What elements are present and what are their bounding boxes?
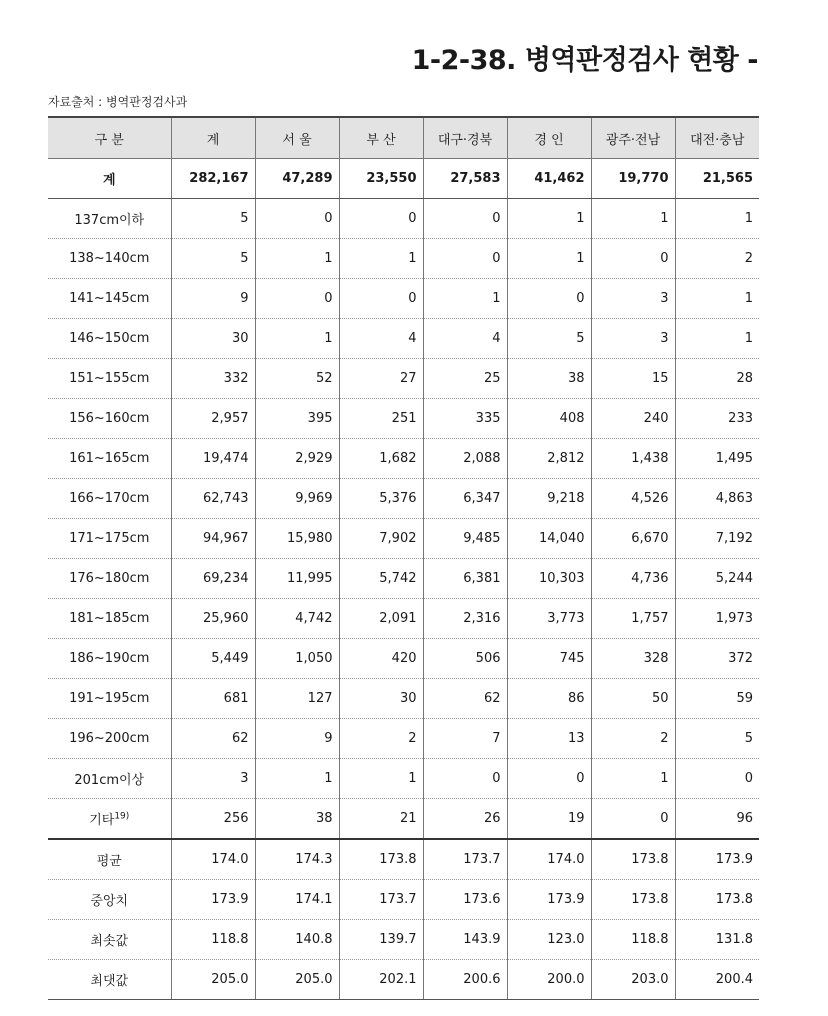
table-cell: 2,091	[339, 599, 423, 639]
table-cell: 19	[507, 799, 591, 840]
table-cell: 202.1	[339, 960, 423, 1000]
table-cell: 1	[255, 239, 339, 279]
column-header: 경 인	[507, 117, 591, 159]
row-label	[48, 479, 171, 519]
table-cell: 395	[255, 399, 339, 439]
row-label	[48, 439, 171, 479]
row-label-text: 141~145cm	[69, 291, 150, 306]
table-cell: 0	[423, 759, 507, 799]
table-cell: 69,234	[171, 559, 255, 599]
table-cell: 3	[171, 759, 255, 799]
table-row	[48, 599, 759, 639]
row-label	[48, 279, 171, 319]
column-header: 부 산	[339, 117, 423, 159]
row-label	[48, 799, 171, 840]
table-cell: 4	[339, 319, 423, 359]
table-cell: 2	[339, 719, 423, 759]
row-label	[48, 399, 171, 439]
table-row	[48, 439, 759, 479]
table-row	[48, 239, 759, 279]
table-cell: 9,485	[423, 519, 507, 559]
table-cell: 38	[507, 359, 591, 399]
table-cell: 0	[255, 199, 339, 239]
table-cell: 4,526	[591, 479, 675, 519]
column-header: 서 울	[255, 117, 339, 159]
table-cell: 1	[507, 199, 591, 239]
total-row	[48, 159, 759, 199]
table-cell: 328	[591, 639, 675, 679]
table-cell: 25	[423, 359, 507, 399]
table-cell: 200.4	[675, 960, 759, 1000]
table-cell: 282,167	[171, 159, 255, 199]
page-title: 1-2-38. 병역판정검사 현황 -	[411, 45, 758, 76]
row-label-text: 161~165cm	[69, 451, 150, 466]
table-cell: 9,969	[255, 479, 339, 519]
table-cell: 173.6	[423, 880, 507, 920]
table-cell: 1,757	[591, 599, 675, 639]
table-cell: 6,381	[423, 559, 507, 599]
table-cell: 50	[591, 679, 675, 719]
table-cell: 94,967	[171, 519, 255, 559]
source-note: 자료출처 : 병역판정검사과	[48, 95, 188, 109]
table-cell: 2,088	[423, 439, 507, 479]
row-label-text: 201cm이상	[74, 773, 145, 788]
row-label	[48, 839, 171, 880]
table-row	[48, 639, 759, 679]
table-cell: 131.8	[675, 920, 759, 960]
row-label	[48, 960, 171, 1000]
table-cell: 2	[591, 719, 675, 759]
table-cell: 62	[423, 679, 507, 719]
table-cell: 0	[255, 279, 339, 319]
table-cell: 59	[675, 679, 759, 719]
table-cell: 1	[339, 759, 423, 799]
table-cell: 47,289	[255, 159, 339, 199]
table-cell: 62,743	[171, 479, 255, 519]
table-cell: 127	[255, 679, 339, 719]
row-label	[48, 359, 171, 399]
table-cell: 4,736	[591, 559, 675, 599]
row-label-text: 중앙치	[90, 894, 129, 909]
table-cell: 5,742	[339, 559, 423, 599]
table-cell: 420	[339, 639, 423, 679]
table-cell: 19,770	[591, 159, 675, 199]
table-cell: 4,742	[255, 599, 339, 639]
table-cell: 240	[591, 399, 675, 439]
table-row	[48, 399, 759, 439]
table-cell: 251	[339, 399, 423, 439]
row-label-text: 171~175cm	[69, 531, 150, 546]
row-label-text: 최댓값	[90, 974, 129, 989]
table-cell: 2,929	[255, 439, 339, 479]
table-cell: 5,449	[171, 639, 255, 679]
table-cell: 4	[423, 319, 507, 359]
table-cell: 0	[423, 239, 507, 279]
table-cell: 1	[339, 239, 423, 279]
row-label	[48, 319, 171, 359]
table-cell: 0	[591, 239, 675, 279]
row-label	[48, 719, 171, 759]
row-label	[48, 759, 171, 799]
table-cell: 11,995	[255, 559, 339, 599]
table-cell: 62	[171, 719, 255, 759]
table-cell: 2,812	[507, 439, 591, 479]
row-label-text: 156~160cm	[69, 411, 150, 426]
table-cell: 205.0	[255, 960, 339, 1000]
row-label-text: 191~195cm	[69, 691, 150, 706]
table-cell: 25,960	[171, 599, 255, 639]
table-cell: 9	[255, 719, 339, 759]
table-cell: 96	[675, 799, 759, 840]
row-label	[48, 599, 171, 639]
table-cell: 21	[339, 799, 423, 840]
table-cell: 0	[339, 199, 423, 239]
table-cell: 173.8	[339, 839, 423, 880]
table-cell: 173.9	[171, 880, 255, 920]
table-cell: 9	[171, 279, 255, 319]
table-header-row	[48, 117, 759, 159]
table-cell: 118.8	[171, 920, 255, 960]
table-cell: 200.0	[507, 960, 591, 1000]
row-label-text: 196~200cm	[69, 731, 150, 746]
table-cell: 1	[255, 319, 339, 359]
table-cell: 7,902	[339, 519, 423, 559]
table-cell: 21,565	[675, 159, 759, 199]
table-cell: 1	[675, 279, 759, 319]
stat-row	[48, 920, 759, 960]
table-cell: 1,495	[675, 439, 759, 479]
table-cell: 1	[591, 199, 675, 239]
row-label-text: 176~180cm	[69, 571, 150, 586]
table-cell: 0	[675, 759, 759, 799]
table-row	[48, 479, 759, 519]
table-cell: 3	[591, 319, 675, 359]
table-cell: 233	[675, 399, 759, 439]
table-cell: 5	[171, 199, 255, 239]
table-cell: 15,980	[255, 519, 339, 559]
table-cell: 1	[675, 199, 759, 239]
table-cell: 205.0	[171, 960, 255, 1000]
table-cell: 28	[675, 359, 759, 399]
footnote-marker: 19)	[114, 811, 130, 822]
table-cell: 1,973	[675, 599, 759, 639]
table-row	[48, 719, 759, 759]
table-cell: 0	[591, 799, 675, 840]
table-cell: 118.8	[591, 920, 675, 960]
table-row	[48, 279, 759, 319]
table-cell: 7,192	[675, 519, 759, 559]
table-cell: 174.1	[255, 880, 339, 920]
row-label	[48, 519, 171, 559]
row-label-text: 181~185cm	[69, 611, 150, 626]
row-label	[48, 159, 171, 199]
table-cell: 372	[675, 639, 759, 679]
row-label-text: 기타	[89, 813, 115, 828]
table-cell: 86	[507, 679, 591, 719]
table-cell: 332	[171, 359, 255, 399]
table-row	[48, 519, 759, 559]
table-cell: 173.8	[591, 880, 675, 920]
table-cell: 139.7	[339, 920, 423, 960]
row-label	[48, 199, 171, 239]
table-cell: 0	[423, 199, 507, 239]
table-cell: 506	[423, 639, 507, 679]
table-cell: 5	[507, 319, 591, 359]
table-cell: 1,050	[255, 639, 339, 679]
table-cell: 173.9	[507, 880, 591, 920]
table-cell: 256	[171, 799, 255, 840]
table-cell: 1,682	[339, 439, 423, 479]
table-cell: 1	[507, 239, 591, 279]
table-cell: 200.6	[423, 960, 507, 1000]
table-cell: 2	[675, 239, 759, 279]
table-row	[48, 559, 759, 599]
table-cell: 173.8	[591, 839, 675, 880]
table-cell: 335	[423, 399, 507, 439]
row-label	[48, 920, 171, 960]
table-cell: 41,462	[507, 159, 591, 199]
row-label	[48, 679, 171, 719]
row-label	[48, 559, 171, 599]
table-cell: 23,550	[339, 159, 423, 199]
table-cell: 1,438	[591, 439, 675, 479]
table-cell: 681	[171, 679, 255, 719]
table-cell: 10,303	[507, 559, 591, 599]
table-row	[48, 199, 759, 239]
table-cell: 52	[255, 359, 339, 399]
table-cell: 6,347	[423, 479, 507, 519]
table-row	[48, 759, 759, 799]
table-cell: 9,218	[507, 479, 591, 519]
table-cell: 203.0	[591, 960, 675, 1000]
stat-row	[48, 960, 759, 1000]
table-cell: 1	[255, 759, 339, 799]
table-cell: 4,863	[675, 479, 759, 519]
table-row	[48, 359, 759, 399]
table-cell: 19,474	[171, 439, 255, 479]
table-cell: 27	[339, 359, 423, 399]
column-header: 대구·경북	[423, 117, 507, 159]
column-header: 대전·충남	[675, 117, 759, 159]
table-cell: 140.8	[255, 920, 339, 960]
table-cell: 30	[339, 679, 423, 719]
row-label-text: 평균	[96, 854, 122, 869]
table-cell: 14,040	[507, 519, 591, 559]
table-cell: 174.0	[171, 839, 255, 880]
table-cell: 5,376	[339, 479, 423, 519]
table-cell: 1	[591, 759, 675, 799]
stat-row	[48, 839, 759, 880]
table-cell: 0	[507, 279, 591, 319]
table-cell: 0	[339, 279, 423, 319]
stat-row	[48, 880, 759, 920]
row-label-text: 계	[102, 173, 116, 188]
table-cell: 13	[507, 719, 591, 759]
table-cell: 5	[171, 239, 255, 279]
table-row	[48, 319, 759, 359]
table-cell: 3,773	[507, 599, 591, 639]
table-cell: 7	[423, 719, 507, 759]
table-cell: 174.0	[507, 839, 591, 880]
table-cell: 745	[507, 639, 591, 679]
row-label-text: 186~190cm	[69, 651, 150, 666]
table-cell: 15	[591, 359, 675, 399]
table-cell: 143.9	[423, 920, 507, 960]
table-cell: 408	[507, 399, 591, 439]
table-cell: 3	[591, 279, 675, 319]
table-cell: 2,316	[423, 599, 507, 639]
table-row	[48, 679, 759, 719]
table-cell: 173.8	[675, 880, 759, 920]
column-header-category: 구 분	[48, 117, 171, 159]
column-header: 광주·전남	[591, 117, 675, 159]
table-cell: 173.9	[675, 839, 759, 880]
table-cell: 173.7	[339, 880, 423, 920]
table-cell: 174.3	[255, 839, 339, 880]
table-cell: 1	[675, 319, 759, 359]
table-cell: 6,670	[591, 519, 675, 559]
row-label-text: 146~150cm	[69, 331, 150, 346]
row-label	[48, 239, 171, 279]
row-label-text: 166~170cm	[69, 491, 150, 506]
table-cell: 0	[507, 759, 591, 799]
table-cell: 38	[255, 799, 339, 840]
table-cell: 123.0	[507, 920, 591, 960]
table-cell: 173.7	[423, 839, 507, 880]
row-label-text: 151~155cm	[69, 371, 150, 386]
row-label-text: 최솟값	[90, 934, 129, 949]
table-cell: 27,583	[423, 159, 507, 199]
table-cell: 2,957	[171, 399, 255, 439]
row-label-text: 137cm이하	[74, 213, 145, 228]
table-row	[48, 799, 759, 840]
table-cell: 1	[423, 279, 507, 319]
row-label	[48, 639, 171, 679]
table-cell: 30	[171, 319, 255, 359]
column-header: 계	[171, 117, 255, 159]
row-label	[48, 880, 171, 920]
table-cell: 5	[675, 719, 759, 759]
table-cell: 5,244	[675, 559, 759, 599]
statistics-table	[48, 116, 759, 1000]
table-cell: 26	[423, 799, 507, 840]
row-label-text: 138~140cm	[69, 251, 150, 266]
